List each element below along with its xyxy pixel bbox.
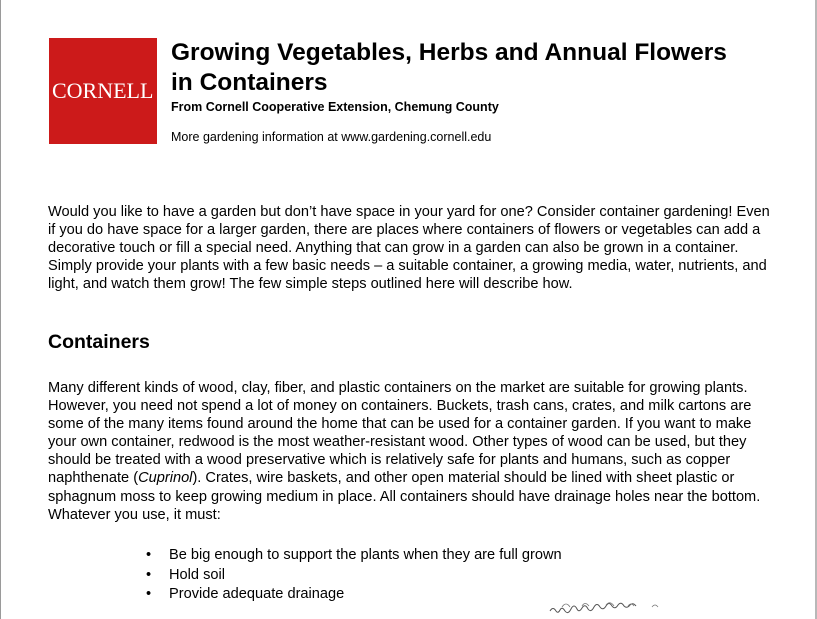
bullet-icon: • bbox=[146, 566, 152, 583]
cornell-logo bbox=[49, 38, 157, 144]
containers-text-part-2: ). Crates, wire baskets, and other open material should be lined with sheet plastic or sphagnum moss to keep growing medium in place. All containers should have drainage holes near the bottom. Whatever you use, it must: bbox=[48, 470, 761, 523]
intro-paragraph: Would you like to have a garden but don’t have space in your yard for one? Consider container gardening! Even if you do have space for a larger garden, there are places where containers of flowers or vegetables can add a decorative touch or fill a special need. Anything that can grow in a garden can also be grown in a container. Simply provide your plants with a few basic needs – a suitable container, a growing media, water, nutrients, and light, and watch them grow! The few simple steps outlined here will describe how. bbox=[48, 204, 770, 293]
page-left-border bbox=[0, 0, 1, 619]
document-subtitle: From Cornell Cooperative Extension, Chemung County bbox=[171, 100, 499, 114]
bullet-icon: • bbox=[146, 547, 152, 563]
cornell-logo-text: CORNELL bbox=[52, 78, 154, 103]
list-item bbox=[146, 546, 562, 566]
scribble-stroke bbox=[550, 603, 636, 612]
list-item-text: Hold soil bbox=[169, 566, 225, 583]
list-item-text: Provide adequate drainage bbox=[169, 586, 345, 602]
requirements-list bbox=[146, 546, 562, 605]
handwritten-scribble bbox=[548, 598, 708, 618]
containers-text-part-1: Many different kinds of wood, clay, fiber, and plastic containers on the market are suitable for growing plants. However, you need not spend a lot of money on containers. Buckets, trash cans, crates, and milk cartons are some of the many items found around the home that can be used for a container garden. If you want to make your own container, redwood is the most weather-resistant wood. Other types of wood can be used, but they should be treated with a wood preservative which is relatively safe for plants and humans, such as copper naphthenate ( bbox=[48, 380, 752, 487]
list-item bbox=[146, 585, 562, 605]
document-title: Growing Vegetables, Herbs and Annual Flowers in Containers bbox=[171, 39, 727, 96]
list-item-text: Be big enough to support the plants when they are full grown bbox=[169, 547, 562, 563]
more-info-line: More gardening information at www.gardening.cornell.edu bbox=[171, 130, 492, 144]
section-heading-containers: Containers bbox=[48, 331, 150, 353]
containers-paragraph bbox=[48, 379, 778, 524]
bullet-icon: • bbox=[146, 586, 152, 602]
list-item bbox=[146, 566, 562, 586]
containers-text-italic: Cuprinol bbox=[138, 470, 193, 487]
